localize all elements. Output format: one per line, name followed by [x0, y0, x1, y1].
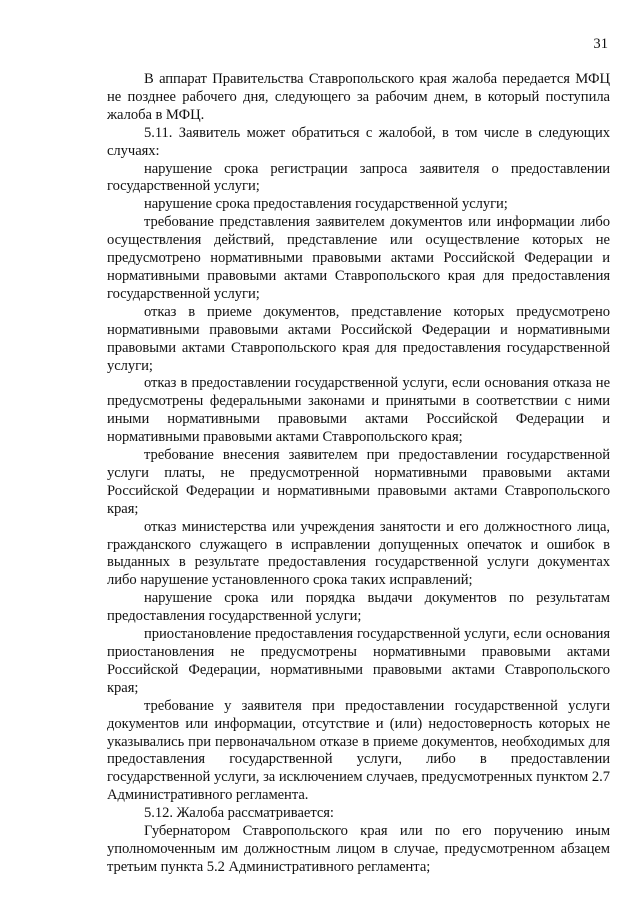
paragraph-unstated-documents-requirement: требование у заявителя при предоставлении государственной услуги документов или информации, отсутствие и (или) недостоверность которых не указывались при первоначальном отказе в приеме документов, необходимых для предоставления государственной услуги, либо в предоставлении государственной услуги, за исключением случаев, предусмотренных пунктом 2.7 Административного регламента. [107, 697, 610, 804]
paragraph-service-refusal: отказ в предоставлении государственной услуги, если основания отказа не предусмотрены федеральными законами и принятыми в соответствии с ними иными нормативными правовыми актами Российской Федерации и нормативными правовыми актами Ставропольского края; [107, 375, 610, 446]
paragraph-correction-refusal: отказ министерства или учреждения занятости и его должностного лица, гражданского служащего в исправлении допущенных опечаток и ошибок в выданных в результате предоставления государственной услуги документах либо нарушение установленного срока таких исправлений; [107, 518, 610, 589]
paragraph-section-5-12: 5.12. Жалоба рассматривается: [144, 805, 334, 822]
paragraph-complaint-forwarding: В аппарат Правительства Ставропольского края жалоба передается МФЦ не позднее рабочего дня, следующего за рабочим днем, в который поступила жалоба в МФЦ. [107, 71, 610, 123]
document-body [107, 71, 610, 877]
paragraph-registration-violation: нарушение срока регистрации запроса заявителя о предоставлении государственной услуги; [107, 160, 610, 195]
paragraph-service-suspension: приостановление предоставления государственной услуги, если основания приостановления не предусмотрены нормативными правовыми актами Российской Федерации, нормативными правовыми актами Ставропольского края; [107, 626, 610, 696]
page-number: 31 [593, 36, 608, 52]
paragraph-issuance-violation: нарушение срока или порядка выдачи документов по результатам предоставления государственной услуги; [107, 590, 610, 625]
paragraph-documents-requirement: требование представления заявителем документов или информации либо осуществления действий, представление или осуществление которых не предусмотрено нормативными правовыми актами Российской Федерации и нормативными правовыми актами Ставропольского края для предоставления государственной услуги; [107, 214, 610, 302]
paragraph-section-5-11: 5.11. Заявитель может обратиться с жалобой, в том числе в следующих случаях: [107, 124, 610, 159]
paragraph-document-acceptance-refusal: отказ в приеме документов, представление которых предусмотрено нормативными правовыми актами Российской Федерации и нормативными правовыми актами Ставропольского края для предоставления государственной услуги; [107, 303, 610, 374]
paragraph-governor-review: Губернатором Ставропольского края или по его поручению иным уполномоченным им должностным лицом в случае, предусмотренном абзацем третьим пункта 5.2 Административного регламента; [107, 823, 610, 875]
paragraph-service-term-violation: нарушение срока предоставления государственной услуги; [144, 196, 508, 213]
paragraph-fee-requirement: требование внесения заявителем при предоставлении государственной услуги платы, не предусмотренной нормативными правовыми актами Российской Федерации и нормативными правовыми актами Ставропольского края; [107, 447, 610, 517]
